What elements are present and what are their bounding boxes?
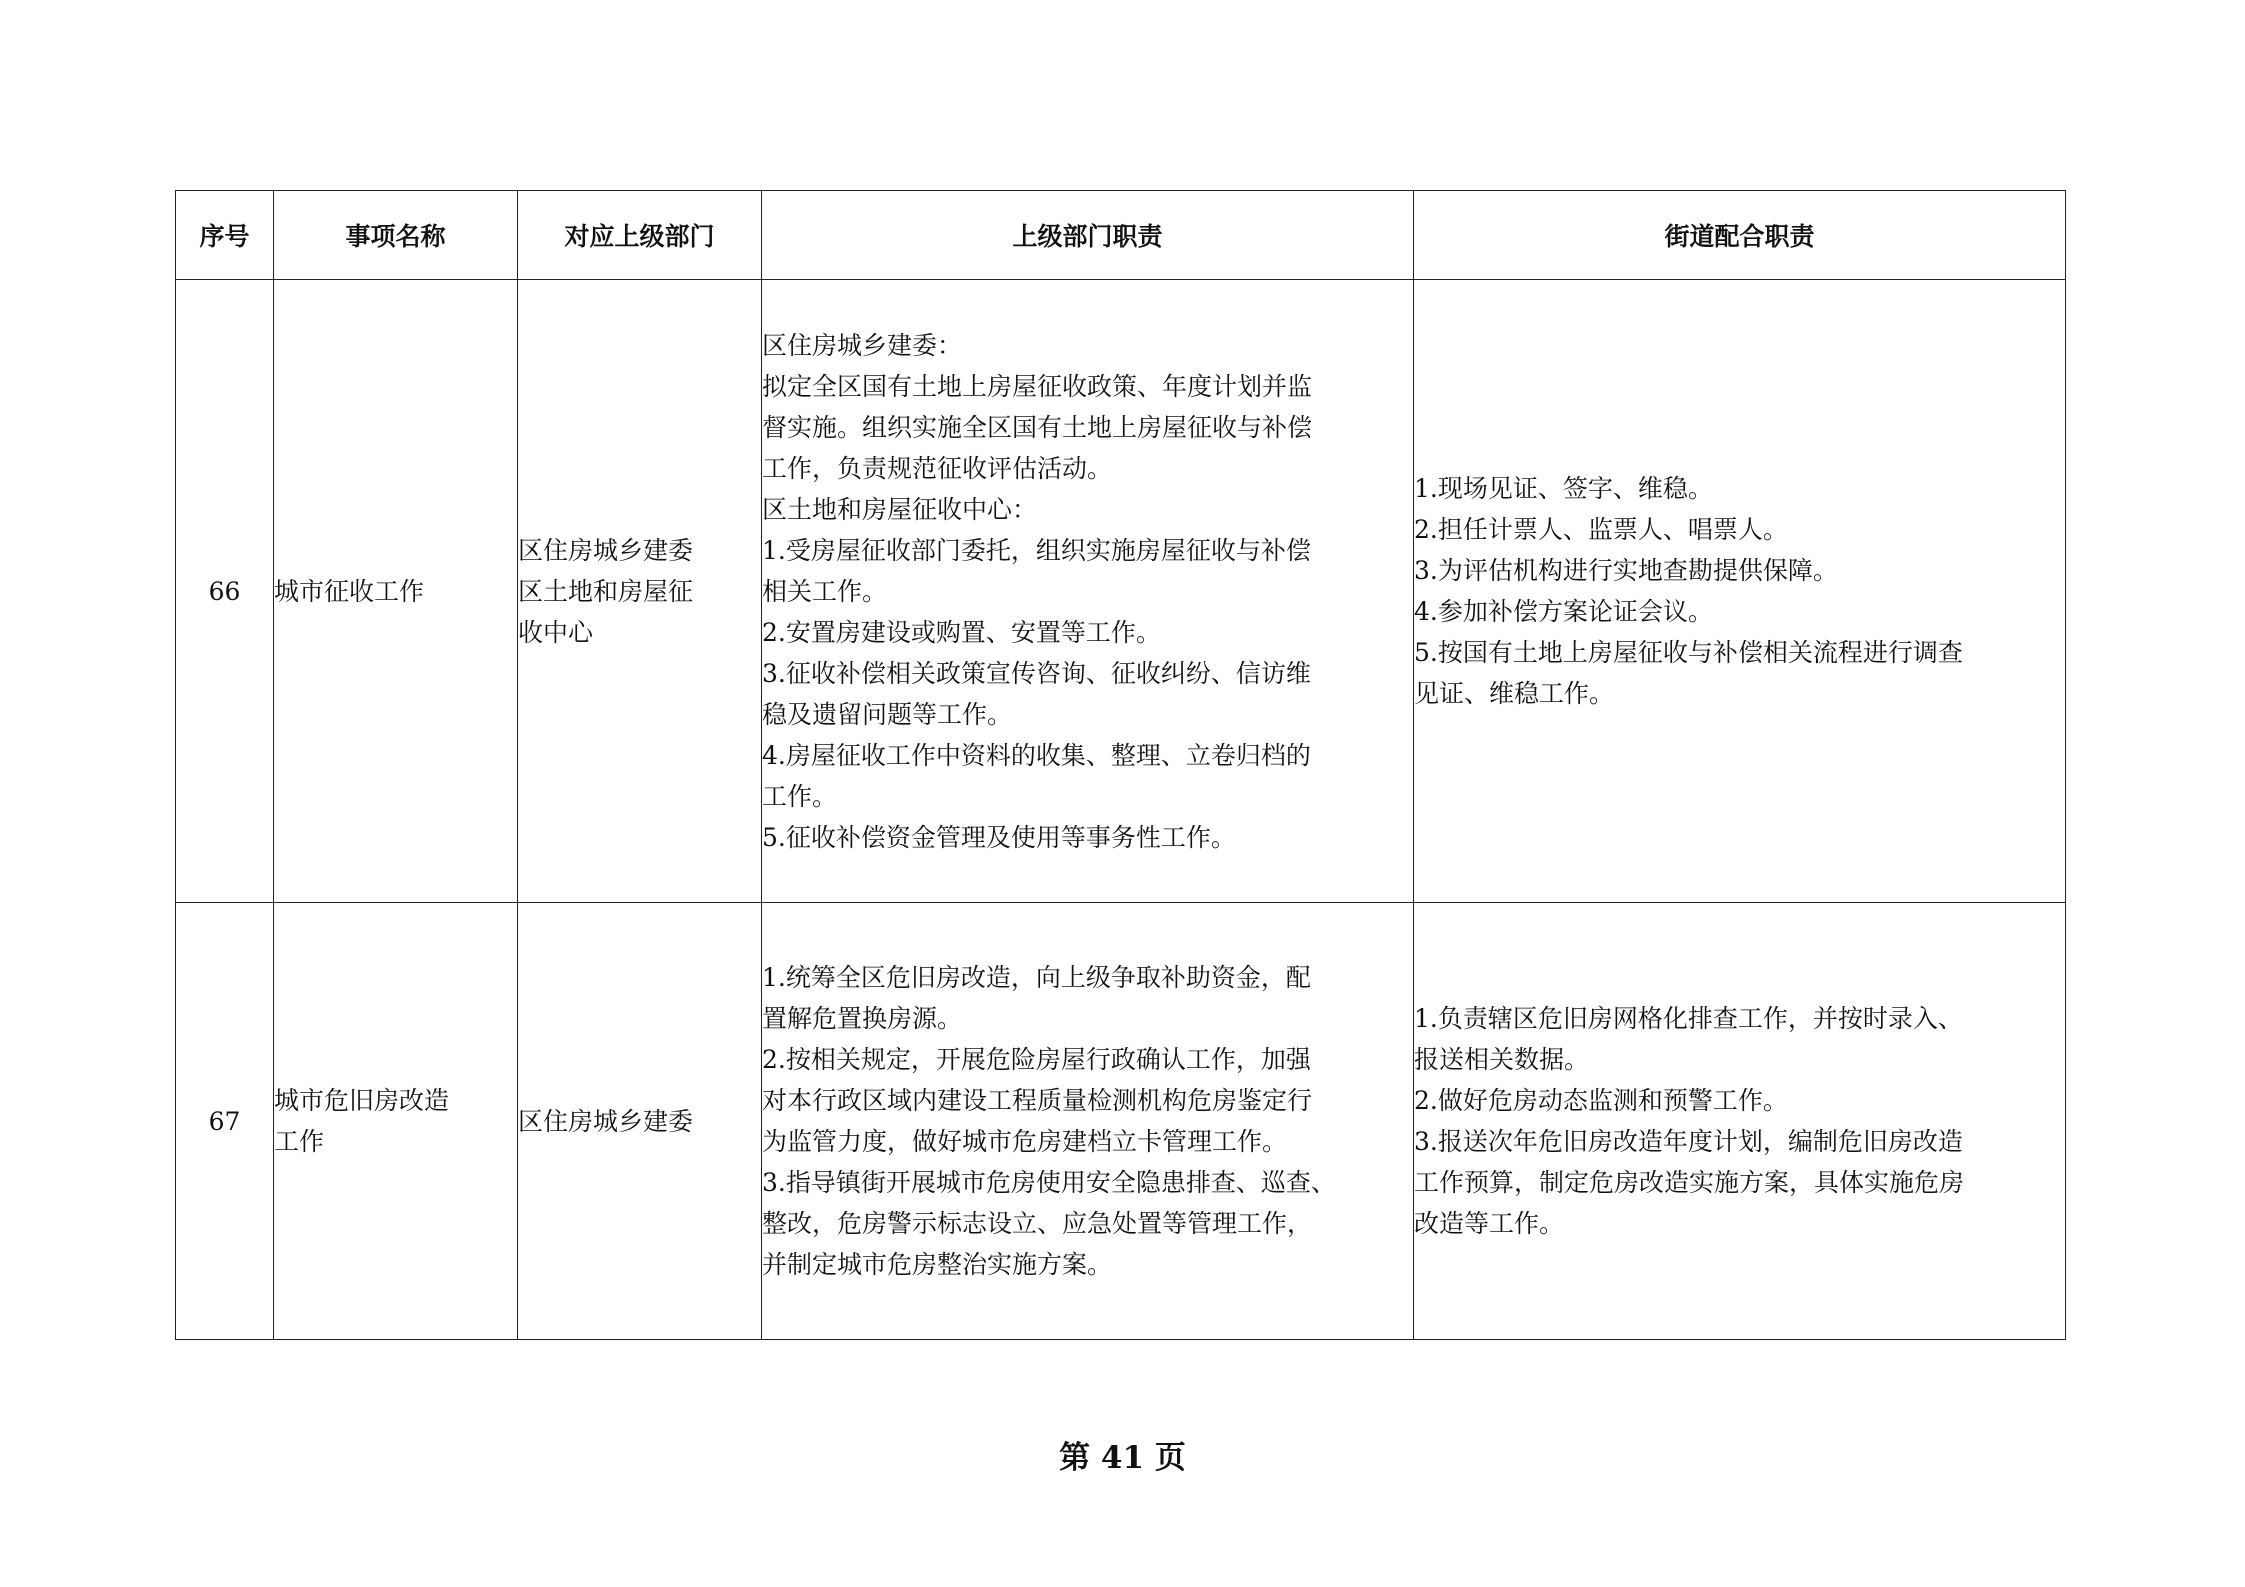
street-duty-line: 工作预算，制定危房改造实施方案，具体实施危房 [1414,1168,1965,1197]
street-duty-line: 1.负责辖区危旧房网格化排查工作，并按时录入、 [1414,1004,1963,1033]
duty-line: 置解危置换房源。 [762,1004,963,1033]
table-row [176,903,2066,1340]
street-duty-line: 见证、维稳工作。 [1414,679,1615,708]
header-dept: 对应上级部门 [518,191,762,280]
item-name-line: 工作 [274,1127,325,1156]
header-duty: 上级部门职责 [762,191,1414,280]
duty-line: 拟定全区国有土地上房屋征收政策、年度计划并监 [762,371,1313,401]
item-name-line: 城市征收工作 [274,576,425,606]
street-duty-line: 4.参加补偿方案论证会议。 [1414,597,1713,626]
header-name: 事项名称 [274,191,518,280]
duty-table [175,190,2066,1340]
street-duty-line: 2.担任计票人、监票人、唱票人。 [1414,515,1788,544]
duty-line: 为监管力度，做好城市危房建档立卡管理工作。 [762,1127,1288,1156]
street-duty-line: 2.做好危房动态监测和预警工作。 [1414,1086,1788,1115]
page-number: 第 41 页 [1059,1440,1186,1476]
street-duty-line: 3.报送次年危旧房改造年度计划，编制危旧房改造 [1414,1127,1963,1156]
street-duty-line: 1.现场见证、签字、维稳。 [1414,474,1713,503]
row-number: 67 [176,903,274,1340]
duty-line: 对本行政区域内建设工程质量检测机构危房鉴定行 [762,1086,1313,1115]
duty-line: 并制定城市危房整治实施方案。 [762,1250,1113,1279]
street-duty-line: 3.为评估机构进行实地查勘提供保障。 [1414,556,1838,585]
department-cell [518,280,762,903]
street-duty-cell [1414,280,2066,903]
duty-line: 相关工作。 [762,576,888,606]
duty-line: 5.征收补偿资金管理及使用等事务性工作。 [762,822,1236,852]
item-name-cell [274,280,518,903]
duty-line: 区住房城乡建委： [762,330,963,360]
duty-line: 工作，负责规范征收评估活动。 [762,453,1113,483]
department-duty-cell [762,280,1414,903]
header-no: 序号 [176,191,274,280]
department-duty-cell [762,903,1414,1340]
duty-line: 工作。 [762,781,838,811]
duty-line: 3.征收补偿相关政策宣传咨询、征收纠纷、信访维 [762,658,1311,688]
duty-line: 1.受房屋征收部门委托，组织实施房屋征收与补偿 [762,535,1311,565]
table-header-row [176,191,2066,280]
department-cell [518,903,762,1340]
street-duty-line: 报送相关数据。 [1414,1045,1590,1074]
row-number: 66 [176,280,274,903]
street-duty-cell [1414,903,2066,1340]
department-line: 区住房城乡建委 [518,1106,694,1136]
header-street: 街道配合职责 [1414,191,2066,280]
duty-line: 1.统筹全区危旧房改造，向上级争取补助资金，配 [762,963,1311,992]
department-line: 收中心 [518,617,594,647]
duty-line: 2.安置房建设或购置、安置等工作。 [762,617,1161,647]
duty-line: 督实施。组织实施全区国有土地上房屋征收与补偿 [762,412,1313,442]
street-duty-line: 5.按国有土地上房屋征收与补偿相关流程进行调查 [1414,638,1963,667]
duty-line: 3.指导镇街开展城市危房使用安全隐患排查、巡查、 [762,1168,1336,1197]
duty-line: 4.房屋征收工作中资料的收集、整理、立卷归档的 [762,740,1311,770]
table-row [176,280,2066,903]
duty-line: 整改，危房警示标志设立、应急处置等管理工作， [762,1209,1313,1238]
street-duty-line: 改造等工作。 [1414,1209,1565,1238]
department-line: 区土地和房屋征 [518,576,694,606]
item-name-cell [274,903,518,1340]
item-name-line: 城市危旧房改造 [274,1086,450,1115]
department-line: 区住房城乡建委 [518,535,694,565]
duty-line: 稳及遗留问题等工作。 [762,699,1013,729]
duty-line: 区土地和房屋征收中心： [762,494,1038,524]
duty-line: 2.按相关规定，开展危险房屋行政确认工作，加强 [762,1045,1311,1074]
